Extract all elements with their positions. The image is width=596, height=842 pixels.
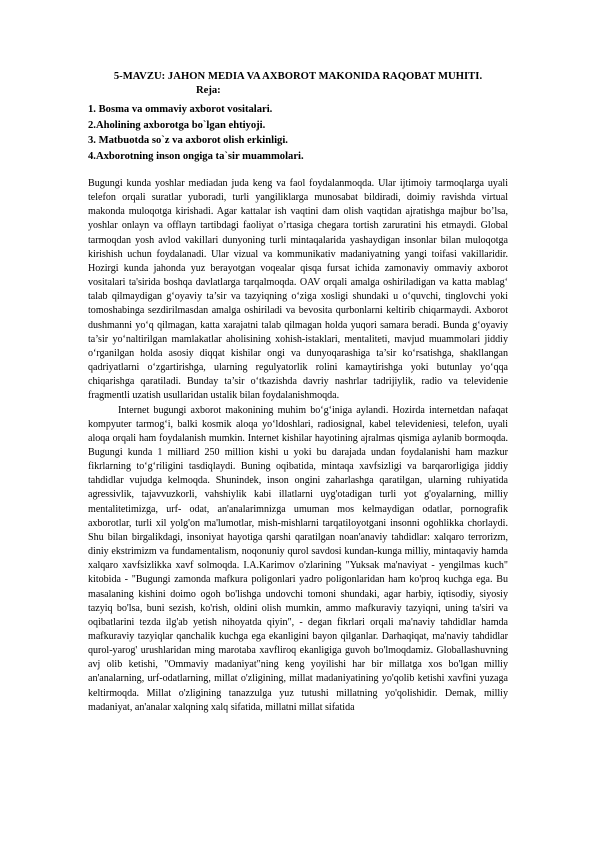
plan-item: 1. Bosma va ommaviy axborot vositalari. <box>88 104 273 115</box>
plan-heading: Reja: <box>196 85 221 96</box>
plan-item: 4.Axborotning inson ongiga ta`sir muammolari. <box>88 150 304 162</box>
document-title: 5-MAVZU: JAHON MEDIA VA AXBOROT MAKONIDA RAQOBAT MUHITI. <box>113 71 483 82</box>
body-text <box>88 177 508 715</box>
plan-list <box>88 102 508 164</box>
plan-item: 3. Matbuotda so`z va axborot olish erkinligi. <box>88 135 288 146</box>
paragraph: Internet bugungi axborot makonining muhim bo‘g‘iniga aylandi. Hozirda internetdan nafaqat kompyuter tarmog‘i, balki kosmik aloqa yo‘ldoshlari, radiosignal, kabel televideniesi, telefon, uyali aloqa orqali ham foydalanish mumkin. Internet kishilar hayotining ajralmas qismiga aylanib bormoqda. Bugungi kunda 1 milliard 250 million kishi u yoki bu darajada undan foydalanishi ham mazkur fikrlarning to‘g‘riligini tasdiqlaydi. Buning oqibatida, mintaqa xavfsizligi va barqarorligiga jiddiy tahdidlar vujudga kelmoqda. Shunindek, inson ongini zaharlashga qaratilgan, ularning ruhiyatida agressivlik, tajavvuzkorli, vahshiylik kabi illatlarni uyg'otadigan turli yot g'oyalarning, milliy mentalitetimizga, urf- odat, an'analarimnizga umuman mos kelmaydigan odatlar, pornografik axborotlar, turli xil yolg'on ma'lumotlar, mish-mishlarni tarqatiloyotgani insonni ogohlikka chorlaydi. Shu bilan birgalikdagi, insoniyat hayotiga qarshi qaratilgan noan'anaviy tahdidlar: xalqaro terrorizm, diniy ekstrimizm va fundamentalism, noqonuniy qurol savdosi kundan-kunga milliy, mintaqaviy hamda xalqaro xavfsizlikka xavf solmoqda. I.A.Karimov o'zlarining "Yuksak ma'naviyat - yengilmas kuch" kitobida - "Bugungi zamonda mafkura poligonlari yadro poligonlaridan ham ko'proq kuchga ega. Bu masalaning kishini doimo ogoh bo'lishga undovchi tomoni shundaki, agar harbiy, iqtisodiy, siyosiy tazyiq bo'lsa, buni sezish, ko'rish, oldini olish mumkin, ammo mafkuraviy tazyiqni, uning ta'siri va oqibatlarini tezda ilg'ab yetish nihoyatda qiyin", - degan fikrlari orqali ma'naviy tahdidlar hamda mafkuraviy tazyiqlar qanchalik kuchga ega ekanligini bayon qilganlar. Darhaqiqat, ma'naviy tahdidlar qurol-yarog' urushlaridan ming marotaba xavfliroq ekanligiga guvoh bo'lmoqdamiz. Globallashuvning avj olib ketishi, "Ommaviy madaniyat"ning keng yoyilishi har bir millatga xos bo'lgan milliy an'analarning, urf-odatlarning, millat o'zligining, millat madaniyatining yo'qolib ketishi xavfini yuzaga keltirmoqda. Millat o'zligining tanazzulga yuz tutushi millatning yo'qolishidir. Demak, milliy madaniyat, an'analar xalqning xalq sifatida, millatni millat sifatida <box>88 404 508 713</box>
document-page <box>88 70 508 715</box>
plan-item: 2.Aholining axborotga bo`lgan ehtiyoji. <box>88 119 266 131</box>
paragraph: Bugungi kunda yoshlar mediadan juda keng va faol foydalanmoqda. Ular ijtimoiy tarmoqlarga uyali telefon orqali suratlar yuboradi, turli yangiliklarga munosabat bildiradi, doimiy ravishda virtual makonda muloqotga kirishadi. Agar kattalar ish vaqtini dam olish vaqtidan ajratishga majbur bo’lsa, yoshlar onlayn va offlayn tartibdagi faoliyat o’rtasiga chegara tortish zaruratini his etmaydi. Global tarmoqdan yosh avlod vakillari dunyoning turli mintaqalarida yashaydigan insonlar bilan muloqotga kirishish uchun foydalanadi. Ular vizual va kommunikativ madaniyatning yangi toifasi vakillaridir. Hozirgi kunda jahonda yuz berayotgan voqealar qisqa fursat ichida zamonaviy ommaviy axborot vositalari ta'sirida boshqa davlatlarga tarqalmoqda. OAV orqali amalga oshiriladigan va katta mablag‘ talab qilmaydigan g‘oyaviy ta’sir va tazyiqning o‘ziga xosligi shundaki u o‘quvchi, tinglovchi yoki tomoshabinga sezdirilmasdan amalga oshiriladi va bevosita qurbonlarni keltirib chiqarmaydi. Axborot dushmanni yo‘q qilmagan, katta xarajatni talab qilmagan holda yuqori samara beradi. Bunda g‘oyaviy ta’sir yo‘naltirilgan mamlakatlar aholisining xohish-istaklari, mentaliteti, mavjud muammolari jiddiy o‘rganilgan holda asosiy diqqat kishilar ongi va dunyoqarashiga ta’sir ko‘rsatishga, shakllangan qadriyatlarni o‘zgartirishga, ularning regulyatorlik rolini kamaytirishga yoki butunlay yo‘qqa chiqarishga qaratiladi. Bunday ta’sir o‘tkazishda davriy nashrlar tadrijiylik, radio va televidenie fragmentli uzatish usullaridan ustalik bilan foydalanishmoqda. <box>88 178 508 402</box>
